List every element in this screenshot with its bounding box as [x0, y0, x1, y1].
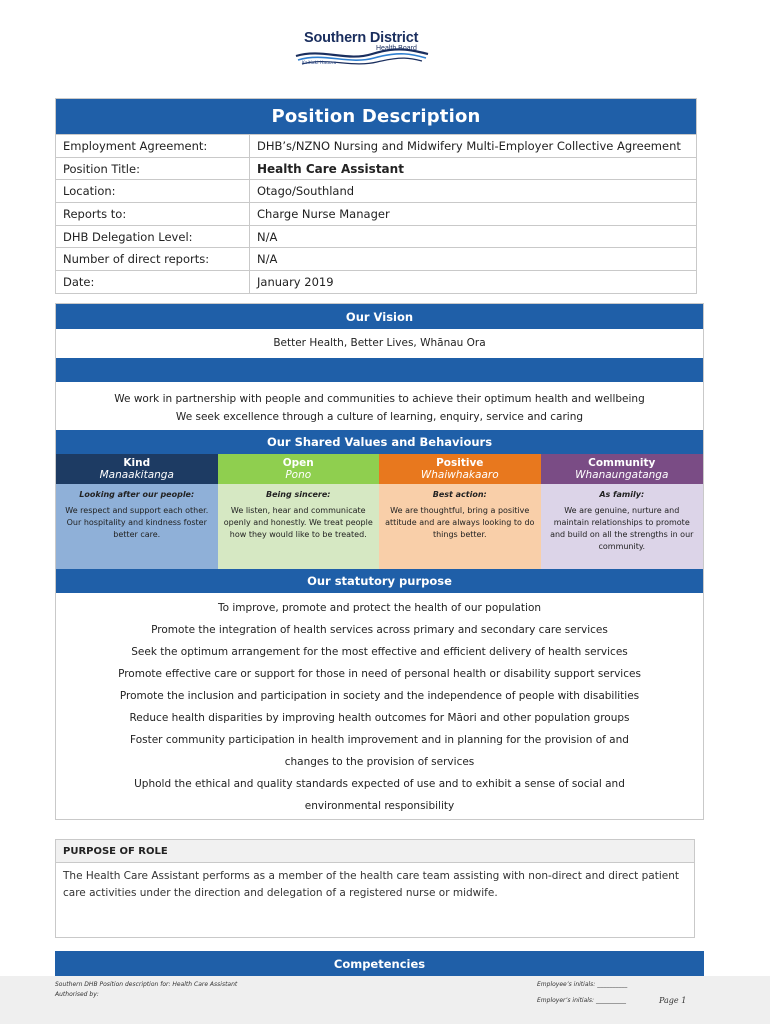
- value-name: Kind: [123, 457, 151, 469]
- pd-row: [56, 134, 696, 157]
- value-positive: [379, 454, 541, 484]
- pd-row: [56, 270, 696, 293]
- value-description: [218, 484, 380, 569]
- logo-subtitle: Health Board: [376, 45, 417, 52]
- statutory-line: Promote the inclusion and participation in society and the independence of people with disabilities: [119, 690, 640, 702]
- footer-authorised: Authorised by:: [55, 991, 99, 998]
- values-heading: Our Shared Values and Behaviours: [56, 430, 703, 454]
- statutory-line: Foster community participation in health improvement and in planning for the provision of and: [130, 734, 629, 746]
- vision-line: We seek excellence through a culture of learning, enquiry, service and caring: [175, 411, 584, 423]
- pd-label: Position Title:: [56, 158, 250, 180]
- statutory-line: Promote the integration of health services across primary and secondary care services: [151, 624, 608, 636]
- values-header-row: [56, 454, 703, 484]
- competencies-heading: Competencies: [55, 951, 704, 976]
- pd-row: [56, 225, 696, 248]
- value-kind: [56, 454, 218, 484]
- value-maori: Manaakitanga: [99, 469, 174, 481]
- value-maori: Whanaungatanga: [575, 469, 669, 481]
- vision-values-block: [55, 303, 704, 820]
- value-lead: Being sincere:: [266, 490, 331, 499]
- statutory-line: environmental responsibility: [304, 800, 455, 812]
- statutory-line: Seek the optimum arrangement for the most effective and efficient delivery of health services: [131, 646, 628, 658]
- footer-doc-line: Southern DHB Position description for: Health Care Assistant: [55, 981, 238, 988]
- role-heading: PURPOSE OF ROLE: [56, 840, 694, 863]
- pd-title: Position Description: [56, 99, 696, 134]
- logo-title: Southern District: [304, 30, 419, 46]
- value-text: We respect and support each other. Our hospitality and kindness foster better care.: [65, 506, 209, 539]
- pd-value: January 2019: [257, 275, 334, 290]
- statutory-line: To improve, promote and protect the health of our population: [217, 602, 542, 614]
- vision-statement: Better Health, Better Lives, Whānau Ora: [273, 337, 486, 349]
- pd-value: N/A: [257, 229, 278, 244]
- value-open: [218, 454, 380, 484]
- value-name: Positive: [436, 457, 484, 469]
- statutory-line: Reduce health disparities by improving health outcomes for Māori and other population groups: [129, 712, 630, 724]
- value-maori: Whaiwhakaaro: [420, 469, 499, 481]
- value-description: [541, 484, 704, 569]
- pd-label: Date:: [56, 271, 250, 293]
- page-footer: [0, 976, 770, 1024]
- pd-value: Charge Nurse Manager: [257, 207, 390, 222]
- value-community: [541, 454, 704, 484]
- pd-value: N/A: [257, 252, 278, 267]
- value-text: We listen, hear and communicate openly and honestly. We treat people how they would like to be treated.: [223, 506, 373, 539]
- statutory-line: Uphold the ethical and quality standards expected of use and to exhibit a sense of social and: [134, 778, 625, 790]
- value-text: We are genuine, nurture and maintain relationships to promote and build on all the strengths in our community.: [550, 506, 694, 551]
- statutory-line: changes to the provision of services: [284, 756, 475, 768]
- pd-value: Otago/Southland: [257, 184, 355, 199]
- value-name: Community: [588, 457, 656, 469]
- logo-maori-text: Kaitiaki Hauora: [302, 61, 337, 66]
- pd-value: DHB’s/NZNO Nursing and Midwifery Multi-Employer Collective Agreement: [257, 139, 681, 153]
- value-text: We are thoughtful, bring a positive attitude and are always looking to do things better.: [385, 506, 535, 539]
- vision-line: We work in partnership with people and communities to achieve their optimum health and wellbeing: [114, 393, 645, 405]
- value-lead: Looking after our people:: [79, 490, 195, 499]
- statutory-lines: [56, 593, 703, 819]
- vision-heading: Our Vision: [56, 304, 703, 329]
- pd-label: Employment Agreement:: [56, 135, 250, 157]
- pd-label: Number of direct reports:: [56, 248, 250, 270]
- purpose-of-role: [55, 839, 695, 938]
- pd-label: DHB Delegation Level:: [56, 226, 250, 248]
- role-text: The Health Care Assistant performs as a member of the health care team assisting with non-direct and direct patient care activities under the direction and delegation of a registered nurse or midwife.: [63, 870, 679, 899]
- pd-label: Reports to:: [56, 203, 250, 225]
- statutory-line: Promote effective care or support for those in need of personal health or disability support services: [118, 668, 641, 680]
- sdhb-logo: [292, 30, 432, 72]
- value-lead: Best action:: [432, 490, 487, 499]
- footer-page-number: Page 1: [659, 996, 687, 1005]
- footer-employee-initials: Employee’s initials: __________: [537, 981, 628, 988]
- value-lead: As family:: [599, 490, 645, 499]
- pd-value: Health Care Assistant: [257, 161, 404, 176]
- empty-band: [56, 358, 703, 382]
- values-body-row: [56, 484, 703, 569]
- statutory-heading: Our statutory purpose: [56, 569, 703, 593]
- value-description: [379, 484, 541, 569]
- value-name: Open: [282, 457, 314, 469]
- pd-row: [56, 202, 696, 225]
- value-maori: Pono: [285, 469, 312, 481]
- footer-employer-initials: Employer’s initials: __________: [537, 997, 626, 1004]
- pd-row: [56, 247, 696, 270]
- pd-row: [56, 179, 696, 202]
- value-description: [56, 484, 218, 569]
- position-description-table: [55, 98, 697, 294]
- pd-label: Location:: [56, 180, 250, 202]
- pd-row: [56, 157, 696, 180]
